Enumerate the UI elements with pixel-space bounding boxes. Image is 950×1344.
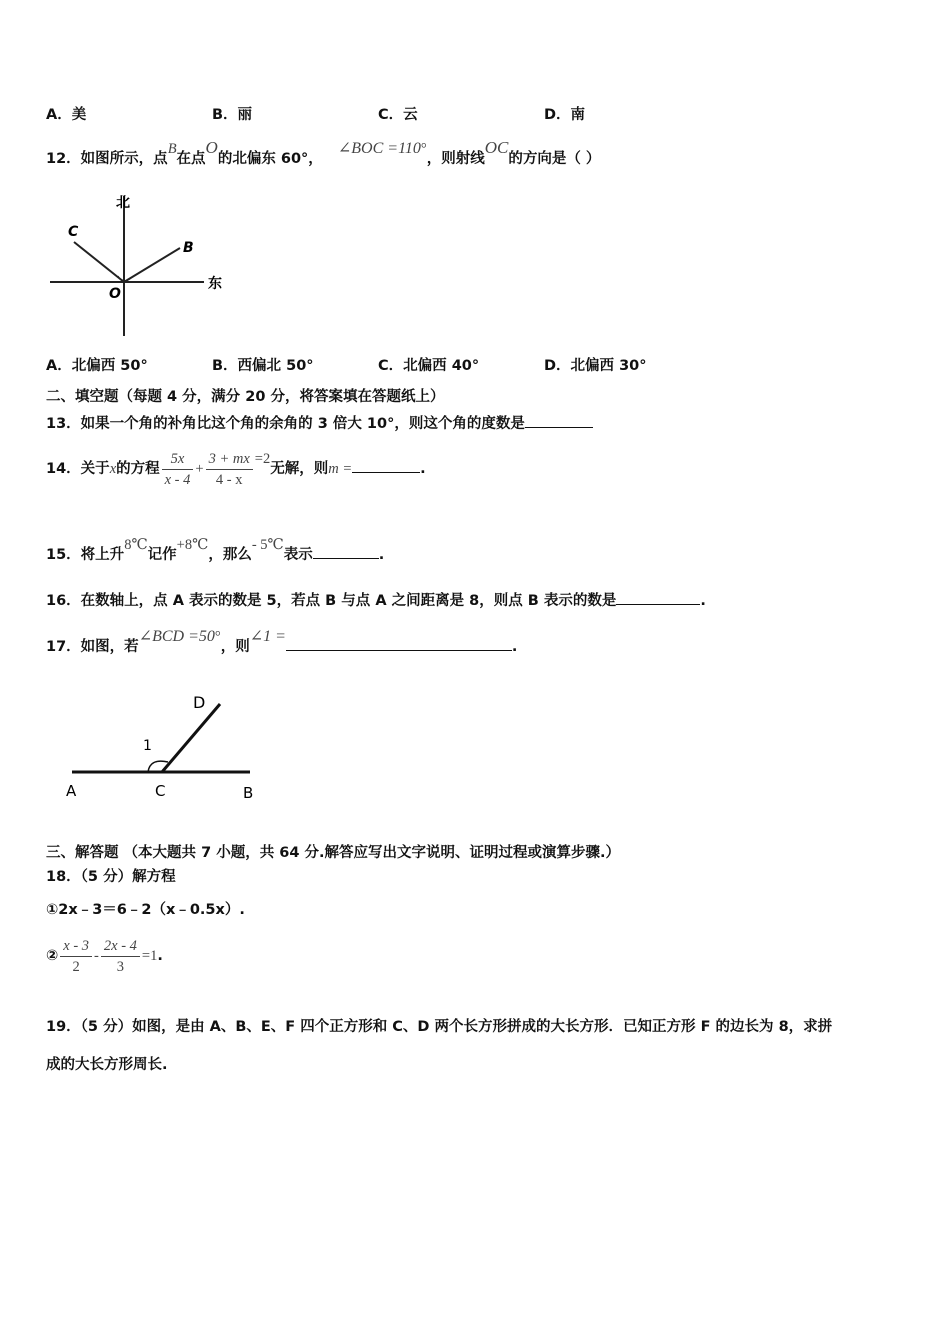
label-north: 北 xyxy=(116,195,130,211)
q18-equation-1: ①2x﹣3＝6﹣2（x﹣0.5x）. xyxy=(46,902,245,918)
q12-question: 12．如图所示，点B在点O的北偏东 60°， ∠BOC =110°，则射线OC的方向是（ ） xyxy=(46,138,601,167)
q15-question: 15．将上升8℃记作+8℃，那么- 5℃表示 . xyxy=(46,537,385,563)
q14-question: 14．关于x的方程 $\frac{5x}{x - 4}$ + $\frac{3 + mx}{4 - x}$ =2无解，则m = . xyxy=(46,450,426,488)
ray-cd xyxy=(162,704,220,772)
q11-option-c: C．云 xyxy=(378,107,418,123)
q17-angle-figure xyxy=(60,688,270,808)
section2-title: 二、填空题（每题 4 分，满分 20 分，将答案填在答题纸上） xyxy=(46,389,445,405)
q11-option-d: D．南 xyxy=(544,107,586,123)
q11-option-a: A．美 xyxy=(46,107,87,123)
ray-ob xyxy=(124,248,180,282)
label-east: 东 xyxy=(208,276,222,292)
label-1: 1 xyxy=(143,738,152,754)
q13-question: 13．如果一个角的补角比这个角的余角的 3 倍大 10°，则这个角的度数是 xyxy=(46,413,593,434)
q12-option-c: C．北偏西 40° xyxy=(378,358,480,374)
label-o: O xyxy=(109,286,121,302)
section3-title: 三、解答题 （本大题共 7 小题，共 64 分.解答应写出文字说明、证明过程或演算步骤.） xyxy=(46,845,621,861)
q12-option-d: D．北偏西 30° xyxy=(544,358,647,374)
q12-option-a: A．北偏西 50° xyxy=(46,358,148,374)
label-b: B xyxy=(183,240,194,256)
label-a: A xyxy=(66,782,77,800)
q18-title: 18．（5 分）解方程 xyxy=(46,869,176,885)
q19-question-line-1: 19．（5 分）如图，是由 A、B、E、F 四个正方形和 C、D 两个长方形拼成的大长方形．已知正方形 F 的边长为 8，求拼 xyxy=(46,1019,833,1035)
label-d: D xyxy=(193,693,206,712)
ray-oc xyxy=(74,242,124,282)
q19-question-line-2: 成的大长方形周长. xyxy=(46,1057,168,1073)
label-b: B xyxy=(243,784,254,802)
label-c: C xyxy=(68,224,79,240)
q18-equation-2: ② $\frac{x - 3}{2}$ - $\frac{2x - 4}{3}$ =1. xyxy=(46,937,163,975)
label-c: C xyxy=(155,782,166,800)
q16-question: 16．在数轴上，点 A 表示的数是 5，若点 B 与点 A 之间距离是 8，则点 B 表示的数是 . xyxy=(46,590,706,611)
q12-compass-figure xyxy=(46,190,236,340)
q11-option-b: B．丽 xyxy=(212,107,253,123)
q17-question: 17．如图，若∠BCD =50°，则∠1 =. xyxy=(46,628,518,655)
q12-option-b: B．西偏北 50° xyxy=(212,358,314,374)
